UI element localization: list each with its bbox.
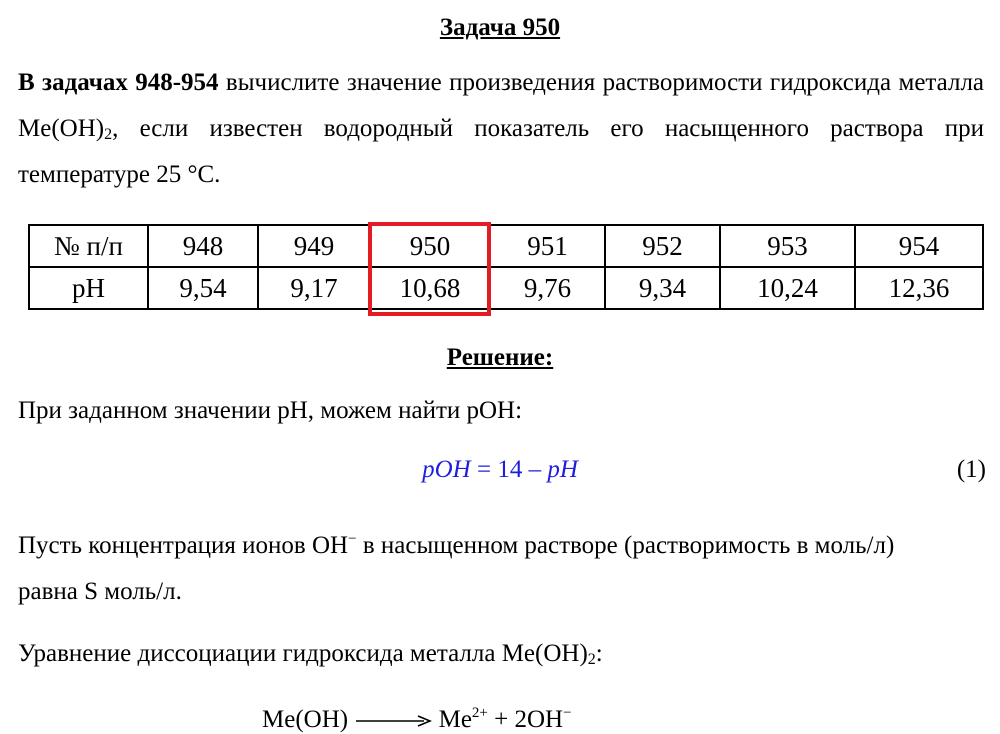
dissociation-equation <box>262 706 572 734</box>
table-cell: 9,17 <box>258 267 370 309</box>
p3-tail: : <box>595 640 603 667</box>
formula-eq: = 14 – <box>470 456 548 483</box>
table-cell: 949 <box>258 225 370 267</box>
product-1: Me <box>438 706 472 733</box>
product-2-charge: − <box>563 705 572 721</box>
table-cell: 952 <box>605 225 720 267</box>
row-label-number: № п/п <box>29 225 148 267</box>
statement-line1: вычислите значение произведения растворимости гидроксида <box>218 69 892 96</box>
table-cell: 9,76 <box>490 267 605 309</box>
table-cell: 9,54 <box>148 267 258 309</box>
product-1-charge: 2+ <box>471 705 488 721</box>
formula-1 <box>0 456 1000 484</box>
table-cell: 950 <box>370 225 490 267</box>
p2-after: в насыщенном растворе (растворимость в моль/л) <box>356 532 895 559</box>
statement-sub: 2 <box>104 126 113 143</box>
table-cell: 954 <box>855 225 983 267</box>
table-row-ph <box>29 267 983 309</box>
p2-before: Пусть концентрация ионов <box>18 532 312 559</box>
row-label-ph: pH <box>29 267 148 309</box>
equation-number: (1) <box>956 456 986 483</box>
table-cell: 9,34 <box>605 267 720 309</box>
table-cell: 12,36 <box>855 267 983 309</box>
p2-ion-charge: − <box>348 531 357 547</box>
statement-line3: при температуре 25 °C. <box>18 115 984 188</box>
product-2: 2OH <box>514 706 564 733</box>
solution-heading: Решение: <box>446 344 554 371</box>
table-cell: 10,24 <box>720 267 855 309</box>
p3-sub: 2 <box>587 651 596 668</box>
problem-title: Задача 950 <box>439 14 561 41</box>
reaction-arrow-icon <box>354 714 432 728</box>
formula-rhs: pH <box>547 456 578 483</box>
table-cell: 948 <box>148 225 258 267</box>
problem-statement <box>18 60 984 198</box>
paragraph-1: При заданном значении pH, можем найти pOH: <box>18 397 523 424</box>
formula-lhs: pOH <box>422 456 471 483</box>
statement-line2-prefix: металла Me(OH) <box>18 69 985 142</box>
paragraph-2 <box>18 532 984 560</box>
table-cell: 951 <box>490 225 605 267</box>
paragraph-2-line2: равна S моль/л. <box>18 578 182 605</box>
table-cell: 953 <box>720 225 855 267</box>
p3-text: Уравнение диссоциации гидроксида металла Me(OH) <box>18 640 588 667</box>
statement-bold: В задачах 948-954 <box>18 69 219 96</box>
ph-table <box>28 224 984 310</box>
table-cell: 10,68 <box>370 267 490 309</box>
p2-ion: OH <box>311 532 349 559</box>
statement-line2: , если известен водородный показатель его насыщенного раствора <box>112 115 924 142</box>
reactant: Me(OH) <box>262 706 349 733</box>
table-row-numbers <box>29 225 983 267</box>
paragraph-3 <box>18 640 603 668</box>
plus-sign: + <box>494 706 509 733</box>
